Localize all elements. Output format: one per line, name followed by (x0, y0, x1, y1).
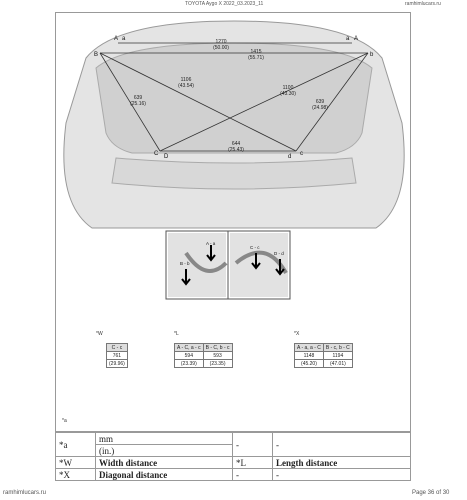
legend-value-dash-1: - (273, 433, 411, 457)
point-B: B (94, 52, 99, 58)
dim-1100-in: (43.30) (280, 91, 296, 97)
table-l-value-2: 593 (203, 352, 232, 360)
footer-site: ramhimlucars.ru (3, 490, 47, 496)
dim-1100: 1100 (282, 85, 294, 91)
table-l-value-1: 594 (175, 352, 204, 360)
point-C: C (154, 151, 159, 157)
dim-644: 644 (231, 141, 241, 147)
legend-diagonal-distance: Diagonal distance (96, 469, 233, 481)
legend-table (55, 432, 411, 481)
detail-label-Aa: A - a (206, 241, 216, 246)
table-x-header-1: A - a, a - C (295, 344, 324, 352)
diagonal-table (294, 343, 353, 368)
width-table (106, 343, 128, 368)
table-x-value-2: 1194 (323, 352, 352, 360)
table-l-inches-1: (23.39) (175, 360, 204, 368)
dim-1415-in: (55.71) (248, 55, 264, 61)
legend-key-w: *W (56, 457, 96, 469)
table-x-inches-2: (47.01) (323, 360, 352, 368)
dim-639-right-in: (24.98) (312, 105, 328, 111)
length-table (174, 343, 233, 368)
point-a-right: a (346, 36, 350, 42)
front-bumper (112, 158, 356, 189)
table-w-header: C - c (107, 344, 128, 352)
table-w-marker: *W (96, 331, 103, 337)
frame-marker: *a (62, 418, 67, 424)
dim-639-right: 639 (315, 99, 325, 105)
table-x-header-2: B - c, b - C (323, 344, 352, 352)
point-a: a (122, 36, 126, 42)
point-b: b (370, 52, 374, 58)
legend-key-dash-2: - (233, 469, 273, 481)
point-c: c (300, 151, 303, 157)
table-x-inches-1: (45.20) (295, 360, 324, 368)
legend-unit-mm: mm (96, 433, 233, 445)
dim-1106-in: (43.54) (178, 83, 194, 89)
legend-key-dash-1: - (233, 433, 273, 457)
legend-unit-in: (in.) (96, 445, 233, 457)
point-A: A (114, 36, 119, 42)
detail-label-Bb: B - b (180, 261, 190, 266)
legend-length-distance: Length distance (273, 457, 411, 469)
point-d: d (288, 154, 292, 160)
diagram-frame (55, 12, 411, 432)
engine-bay-diagram (56, 13, 412, 433)
table-w-value: 761 (107, 352, 128, 360)
detail-label-Dd: D - d (274, 251, 284, 256)
table-l-marker: *L (174, 331, 179, 337)
doc-title: TOYOTA Aygo X 2022_03.2023_11 (185, 1, 264, 7)
legend-key-x: *X (56, 469, 96, 481)
dim-639-left: 639 (133, 95, 143, 101)
footer-page: Page 36 of 30 (412, 490, 450, 496)
legend-value-dash-2: - (273, 469, 411, 481)
point-A-right: A (354, 36, 359, 42)
legend-key-l: *L (233, 457, 273, 469)
dim-1270: 1270 (215, 39, 227, 45)
table-w-inches: (29.96) (107, 360, 128, 368)
dim-644-in: (25.43) (228, 147, 244, 153)
table-x-marker: *X (294, 331, 300, 337)
detail-label-Cc: C - c (250, 245, 260, 250)
dim-1106: 1106 (180, 77, 192, 83)
legend-key-a: *a (56, 433, 96, 457)
dim-1415: 1415 (250, 49, 262, 55)
legend-width-distance: Width distance (96, 457, 233, 469)
table-l-header-2: B - C, b - c (203, 344, 232, 352)
dim-639-left-in: (25.16) (130, 101, 146, 107)
table-x-value-1: 1148 (295, 352, 324, 360)
point-D: D (164, 154, 169, 160)
table-l-inches-2: (23.35) (203, 360, 232, 368)
dim-1270-in: (50.00) (213, 45, 229, 51)
table-l-header-1: A - C, a - c (175, 344, 204, 352)
header-site: ramhimlucars.ru (405, 1, 441, 7)
